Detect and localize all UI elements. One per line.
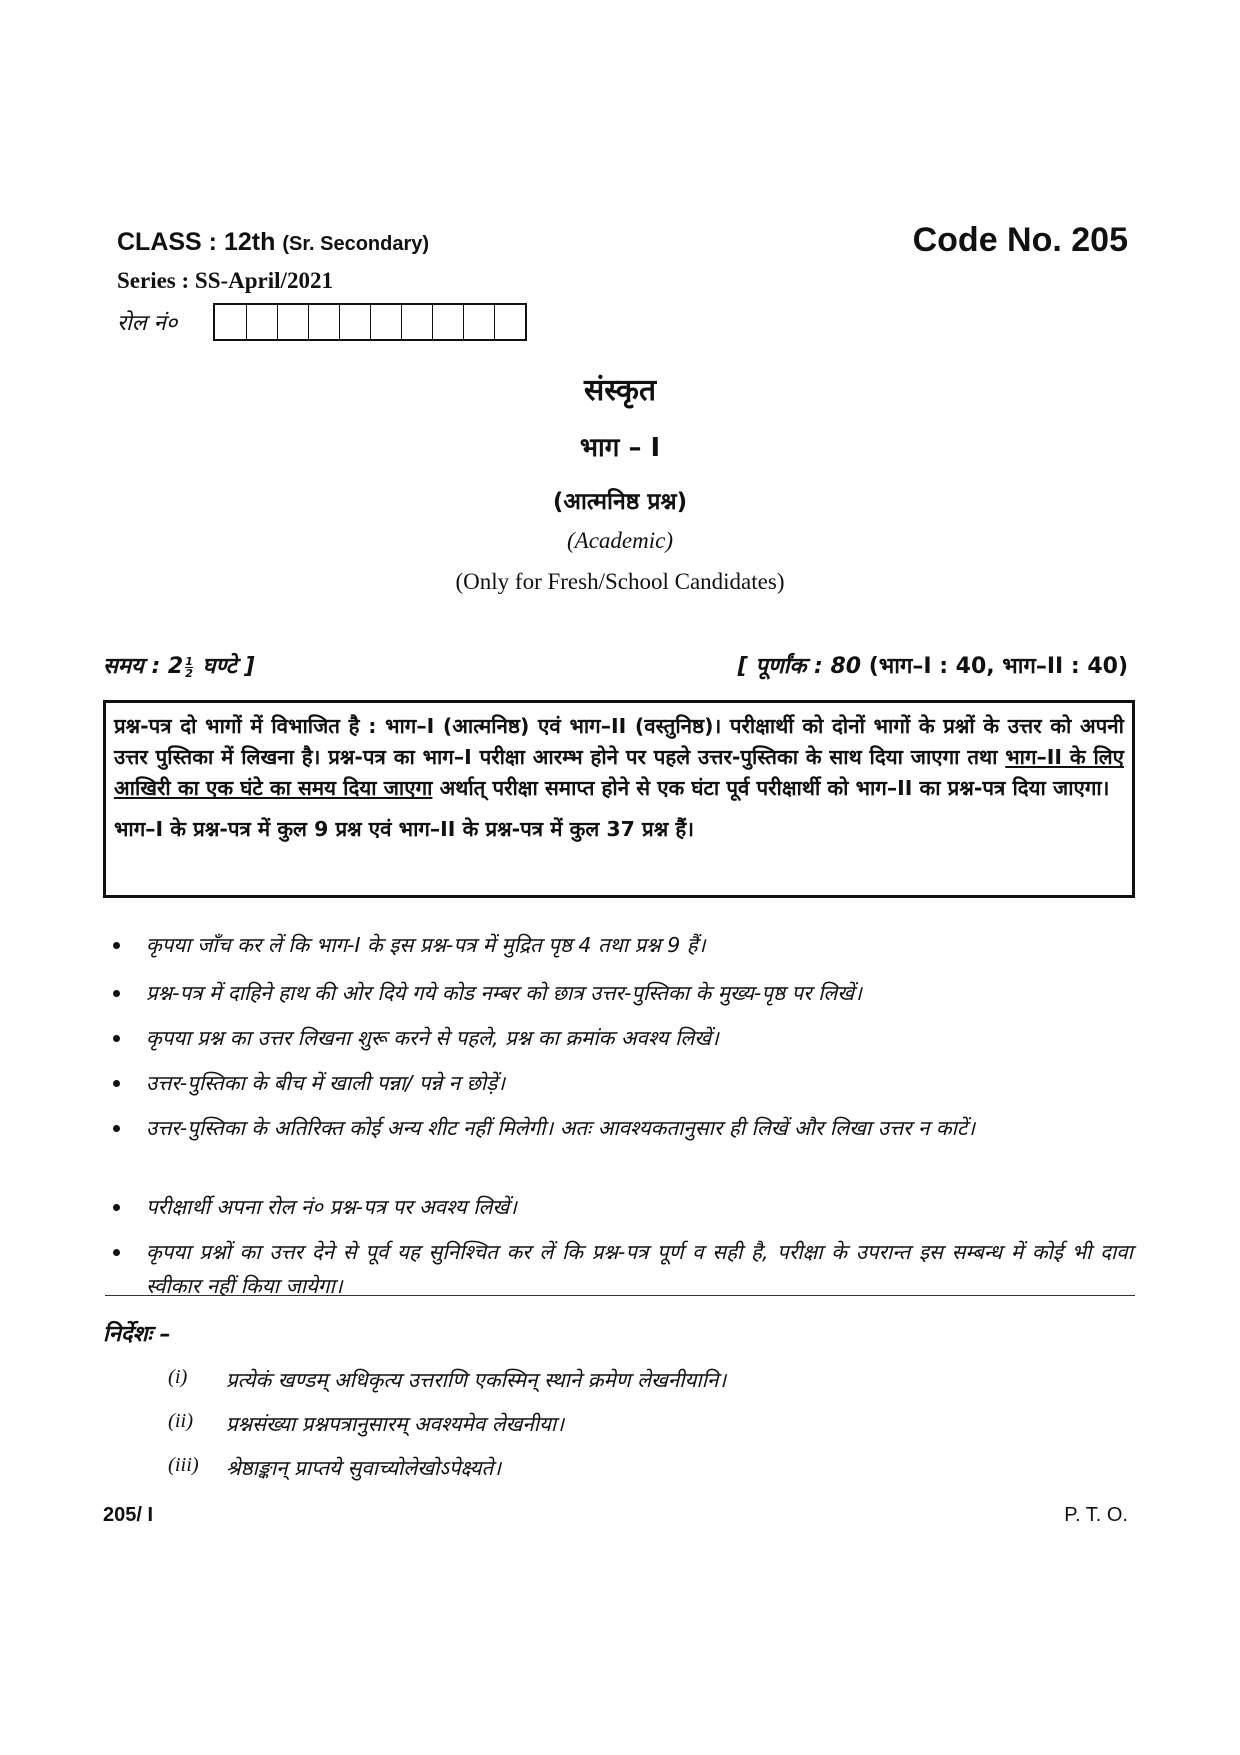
instruction-item: [113, 1235, 1133, 1303]
notice-text-end: अर्थात् परीक्षा समाप्त होने से एक घंटा पूर्व परीक्षार्थी को भाग–II का प्रश्न-पत्र दिया जाएगा।: [432, 776, 1110, 800]
bullet-icon: [113, 1035, 120, 1042]
roll-cell[interactable]: [401, 305, 432, 339]
roll-cell[interactable]: [308, 305, 339, 339]
instruction-text: कृपया जाँच कर लें कि भाग-I के इस प्रश्न-पत्र में मुद्रित पृष्ठ 4 तथा प्रश्न 9 हैं।: [146, 933, 706, 957]
instruction-text: परीक्षार्थी अपना रोल नं० प्रश्न-पत्र पर अवश्य लिखें।: [146, 1195, 517, 1219]
bullet-icon: [113, 1204, 120, 1211]
max-marks: [738, 650, 1128, 680]
direction-text: श्रेष्ठाङ्कान् प्राप्तये सुवाच्योलेखोऽपेक्ष्यते।: [226, 1456, 502, 1480]
instruction-text: कृपया प्रश्नों का उत्तर देने से पूर्व यह सुनिश्चित कर लें कि प्रश्न-पत्र पूर्ण व सही है, परीक्षा के उपरान्त इस सम्बन्ध में कोई भी दावा स्वीकार नहीं किया जायेगा।: [146, 1240, 1133, 1298]
roll-cell[interactable]: [370, 305, 401, 339]
time-prefix: समय : 2: [103, 654, 184, 679]
subject-title: संस्कृत: [583, 373, 657, 408]
instruction-item: [113, 928, 1133, 962]
divider: [105, 1295, 1135, 1296]
class-label: [117, 228, 429, 257]
question-type: (आत्मनिष्ठ प्रश्न): [552, 489, 688, 515]
academic-label: (Academic): [567, 528, 673, 553]
direction-text: प्रत्येकं खण्डम् अधिकृत्य उत्तराणि एकस्मिन् स्थाने क्रमेण लेखनीयानि।: [226, 1368, 727, 1392]
notice-box: [103, 700, 1135, 898]
instruction-item: [113, 1021, 1133, 1055]
class-subtext: (Sr. Secondary): [282, 233, 430, 255]
direction-item: [168, 1366, 726, 1394]
bullet-icon: [113, 942, 120, 949]
instruction-text: प्रश्न-पत्र में दाहिने हाथ की ओर दिये गये कोड नम्बर को छात्र उत्तर-पुस्तिका के मुख्य-पृष्ठ पर लिखें।: [146, 981, 862, 1005]
roll-number-boxes[interactable]: [213, 303, 527, 341]
roll-cell[interactable]: [432, 305, 463, 339]
instruction-text: उत्तर-पुस्तिका के बीच में खाली पन्ना/ पन्ने न छोड़ें।: [146, 1071, 505, 1095]
direction-number: (ii): [168, 1410, 194, 1432]
notice-underlined: भाग–II के लिए आखिरी का एक घंटे का समय दिया जाएगा: [114, 745, 1124, 800]
directions-heading: निर्देशः –: [103, 1322, 171, 1347]
instruction-item: [113, 1190, 1133, 1224]
candidates-label: (Only for Fresh/School Candidates): [455, 569, 785, 594]
direction-item: [168, 1410, 564, 1438]
class-text: CLASS : 12th: [117, 228, 276, 256]
roll-cell[interactable]: [277, 305, 308, 339]
part-title: भाग – I: [579, 433, 661, 463]
time-suffix: घण्टे ]: [202, 654, 255, 679]
notice-text: प्रश्न-पत्र दो भागों में विभाजित है : भाग–I (आत्मनिष्ठ) एवं भाग–II (वस्तुनिष्ठ)। परीक्षार्थी को दोनों भागों के प्रश्नों के उत्तर को अपनी उत्तर पुस्तिका में लिखना है। प्रश्न-पत्र का भाग–I परीक्षा आरम्भ होने पर पहले उत्तर-पुस्तिका के साथ दिया जाएगा तथा: [114, 714, 1124, 769]
roll-number-label: रोल नं०: [117, 311, 178, 336]
bullet-icon: [113, 1080, 120, 1087]
roll-cell[interactable]: [339, 305, 370, 339]
direction-number: (i): [168, 1366, 188, 1388]
direction-number: (iii): [168, 1454, 199, 1476]
instruction-item: [113, 976, 1133, 1010]
marks-prefix: [ पूर्णांक : 80: [737, 654, 862, 679]
series-label: Series : SS-April/2021: [117, 268, 333, 293]
notice-paragraph: [114, 711, 1124, 804]
roll-number-row: [117, 304, 527, 340]
bullet-icon: [113, 1125, 120, 1132]
direction-item: [168, 1454, 501, 1482]
roll-cell[interactable]: [494, 305, 525, 339]
notice-question-count: भाग–I के प्रश्न-पत्र में कुल 9 प्रश्न एवं भाग–II के प्रश्न-पत्र में कुल 37 प्रश्न हैं।: [114, 817, 695, 841]
time-fraction: [185, 656, 193, 679]
time-allowed: [103, 650, 255, 680]
time-fraction-num: 1: [185, 654, 193, 668]
code-number: Code No. 205: [912, 221, 1128, 259]
direction-text: प्रश्नसंख्या प्रश्नपत्रानुसारम् अवश्यमेव लेखनीया।: [226, 1412, 565, 1436]
footer-pto: P. T. O.: [1064, 1504, 1128, 1526]
instruction-text: उत्तर-पुस्तिका के अतिरिक्त कोई अन्य शीट नहीं मिलेगी। अतः आवश्यकतानुसार ही लिखें और लिखा उत्तर न काटें।: [146, 1116, 976, 1140]
roll-cell[interactable]: [246, 305, 277, 339]
instruction-text: कृपया प्रश्न का उत्तर लिखना शुरू करने से पहले, प्रश्न का क्रमांक अवश्य लिखें।: [146, 1026, 719, 1050]
roll-cell[interactable]: [215, 305, 246, 339]
footer-code: 205/ I: [103, 1504, 154, 1526]
bullet-icon: [113, 1249, 120, 1256]
instruction-item: [113, 1111, 1133, 1145]
marks-detail: (भाग–I : 40, भाग–II : 40): [868, 654, 1128, 679]
instruction-item: [113, 1066, 1133, 1100]
bullet-icon: [113, 990, 120, 997]
roll-cell[interactable]: [463, 305, 494, 339]
time-fraction-den: 2: [185, 666, 193, 680]
